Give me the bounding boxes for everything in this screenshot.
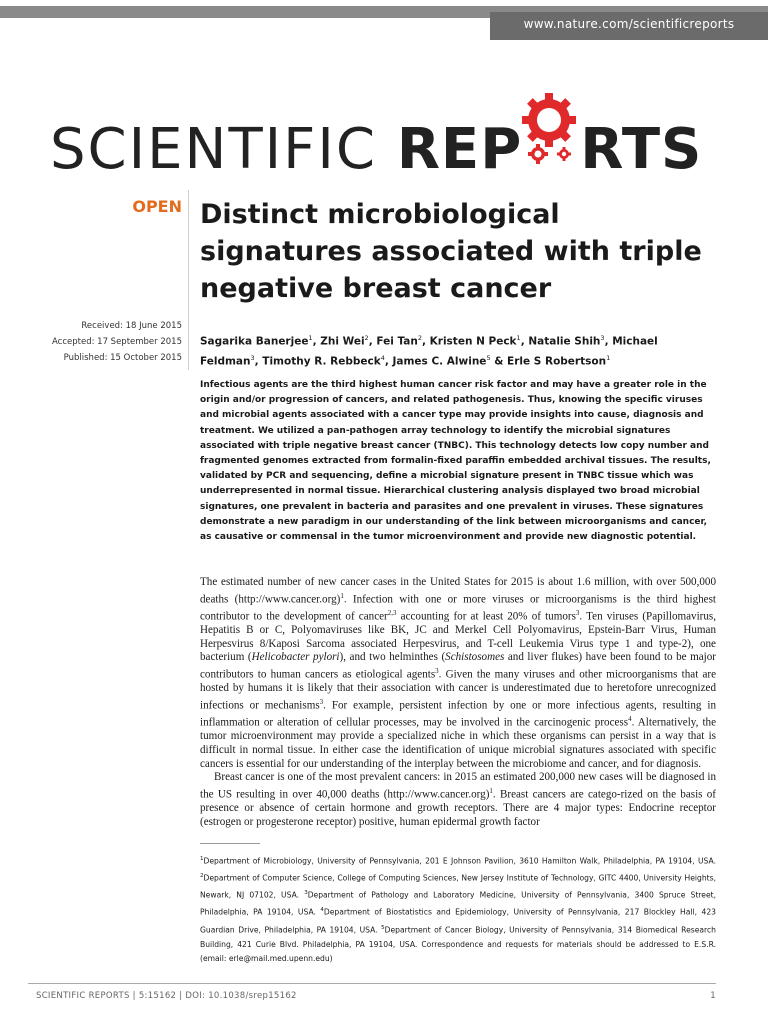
author-affiliation-mark: 5: [486, 353, 491, 362]
author-name: Fei Tan: [376, 335, 418, 348]
affiliation-text: Department of Biostatistics and Epidemiology, University of Pennsylvania, 217 Blockley Hall, 423 Guardian Drive, Philadelphia, PA 19104, USA.: [200, 907, 716, 935]
body-italic: Helicobacter pylori: [251, 651, 340, 664]
open-access-label: OPEN: [132, 197, 182, 216]
page-number: 1: [710, 991, 716, 1001]
author-affiliation-mark: 1: [308, 334, 313, 342]
footer-divider: [28, 983, 716, 984]
author-name: Natalie Shih: [528, 335, 601, 348]
body-text: accounting for at least 20% of tumors: [396, 610, 576, 623]
author-name: Kristen N Peck: [429, 335, 517, 348]
author-affiliation-mark: 3: [250, 353, 255, 362]
accepted-date: Accepted: 17 September 2015: [52, 337, 182, 347]
page-footer: [36, 991, 716, 1001]
masthead-scientific: SCIENTIFIC: [50, 117, 377, 182]
article-dates: [20, 318, 182, 366]
article-body: [200, 576, 716, 829]
author-list: Sagarika Banerjee$^1$, Zhi Wei$^2$, Fei Tan$^2$, Kristen N Peck$^1$, Natalie Shih$^3$, Michael Feldman$^3$, Timothy R. Rebbeck$^4$, James C. Alwine$^5$ & Erle S Robertson$^1$: [200, 334, 658, 367]
author-affiliation-mark: 1: [516, 334, 521, 342]
affiliation-ref: 5: [381, 924, 385, 931]
body-text: . Breast cancers are catego-rized on the basis of presence or absence of certain hormone and growth receptors. There are 4 major types: Endocrine receptor (estrogen or progesterone receptor) positive, human epidermal growth factor: [200, 788, 717, 828]
gear-logo-icon: [522, 82, 580, 174]
body-text: ), and two helminthes (: [339, 651, 446, 664]
author-affiliation-mark: 1: [606, 353, 611, 362]
author-name: Erle S Robertson: [507, 355, 607, 367]
body-ref: 4: [628, 715, 632, 724]
body-ref: 3: [319, 697, 324, 706]
body-text: . Given the many viruses and other microorganisms that are hosted by humans it is likely that their association with cancer is underestimated due to heretofore unrecognized infections or mechanisms: [200, 668, 716, 712]
author-name: Sagarika Banerjee: [200, 335, 309, 348]
author-affiliation-mark: 2: [417, 334, 422, 342]
body-ref: 3: [435, 666, 439, 675]
author-name: Timothy R. Rebbeck: [262, 355, 381, 367]
body-text: . For example, persistent infection by one or more infectious agents, resulting in inflammation or alteration of cellular processes, may be involved in the carcinogenic process: [200, 699, 716, 729]
body-text: Breast cancer is one of the most prevalent cancers: in 2015 an estimated 200,000 new cases will be diagnosed in the US resulting in over 40,000 deaths (http://www.cancer.org): [200, 771, 716, 801]
affiliation-text: Department of Pathology and Laboratory Medicine, University of Pennsylvania, 3400 Spruce Street, Philadelphia, PA 19104, USA.: [200, 890, 717, 917]
received-date: Received: 18 June 2015: [81, 321, 182, 331]
masthead-rep: REP: [396, 117, 523, 182]
author-name: Zhi Wei: [320, 335, 365, 348]
affiliation-divider: [200, 843, 260, 844]
body-text: . Ten viruses (Papillomavirus, Hepatitis B or C, Polyomaviruses like BK, JC and Merkel Cell Polyomavirus, Epstein-Barr Virus, Human Herpesvirus 8/Kaposi Sarcoma associated Herpesvirus, and T-cell Leukemia Virus type 1 and type-2), one bacterium (: [200, 610, 717, 664]
body-text: . Infection with one or more viruses or microorganisms is the third highest contributor to the development of cancer: [200, 593, 717, 623]
body-ref: 1: [489, 786, 493, 795]
body-text: and liver flukes) have been found to be major contributors to human cancers as etiological agents: [200, 651, 716, 681]
body-italic: Schistosomes: [445, 651, 505, 664]
affiliation-ref: 1: [200, 856, 204, 862]
journal-top-bar: [0, 0, 768, 44]
published-date: Published: 15 October 2015: [63, 353, 182, 363]
footer-citation: SCIENTIFIC REPORTS | 5:15162 | DOI: 10.1038/srep15162: [36, 991, 297, 1001]
body-text: . Alternatively, the tumor microenvironment may provide a specialized niche in which these organisms can persist in a way that is difficult in normal tissue. In either case the identification of unique microbial signatures associated with specific cancers is essential for our understanding of the interplay between the microbiome and cancer, and for diagnosis.: [200, 716, 717, 770]
author-affiliation-mark: 2: [364, 334, 369, 342]
journal-masthead: [50, 82, 730, 182]
affiliation-ref: 3: [304, 890, 308, 897]
body-text: The estimated number of new cancer cases in the United States for 2015 is about 1.6 million, with over 500,000 deaths (http://www.cancer.org): [200, 576, 716, 606]
affiliation-text: Department of Computer Science, College of Computing Sciences, New Jersey Institute of Technology, GITC 4400, University Heights, Newark, NJ 07102, USA.: [200, 873, 716, 900]
affiliation-ref: 4: [320, 907, 324, 914]
affiliation-ref: 2: [200, 873, 204, 880]
author-name: James C. Alwine: [392, 355, 487, 367]
masthead-rts: RTS: [580, 117, 703, 182]
title-divider: [188, 190, 189, 370]
author-name: Michael Feldman: [200, 335, 658, 367]
body-paragraph-1: [200, 576, 716, 771]
body-ref: 1: [340, 591, 344, 600]
body-ref: 3: [575, 608, 580, 617]
author-affiliation-mark: 3: [600, 334, 605, 342]
article-title: Distinct microbiological signatures associated with triple negative breast cancer: [200, 199, 702, 304]
affiliations: [200, 852, 716, 967]
journal-url[interactable]: www.nature.com/scientificreports: [490, 12, 768, 40]
body-ref: 2,3: [387, 608, 397, 617]
affiliation-text: Department of Cancer Biology, University of Pennsylvania, 314 Biomedical Research Building, 421 Curie Blvd. Philadelphia, PA 19104, USA. Correspondence and requests for materials should be addressed to E.S.R. (email: erle@mail.med.upenn.edu): [200, 925, 716, 964]
affiliation-text: Department of Microbiology, University of Pennsylvania, 201 E Johnson Pavilion, 3610 Hamilton Walk, Philadelphia, PA 19104, USA.: [203, 856, 716, 866]
body-paragraph-2: [200, 771, 716, 829]
author-affiliation-mark: 4: [380, 353, 385, 362]
abstract: Infectious agents are the third highest human cancer risk factor and may have a greater role in the origin and/or progression of cancers, and related pathogenesis. Thus, knowing the specific viruses and microbial agents associated with a cancer type may provide insights into cause, diagnosis and treatment. We utilized a pan-pathogen array technology to identify the microbial signatures associated with triple negative breast cancer (TNBC). This technology detects low copy number and fragmented genomes extracted from formalin-fixed paraffin embedded archival tissues. The results, validated by PCR and sequencing, define a microbial signature present in TNBC tissue which was underrepresented in normal tissue. Hierarchical clustering analysis displayed two broad microbial signatures, one prevalent in bacteria and parasites and one prevalent in viruses. These signatures demonstrate a new paradigm in our understanding of the link between microorganisms and cancer, as causative or commensal in the tumor microenvironment and provide new diagnostic potential.: [200, 380, 711, 543]
